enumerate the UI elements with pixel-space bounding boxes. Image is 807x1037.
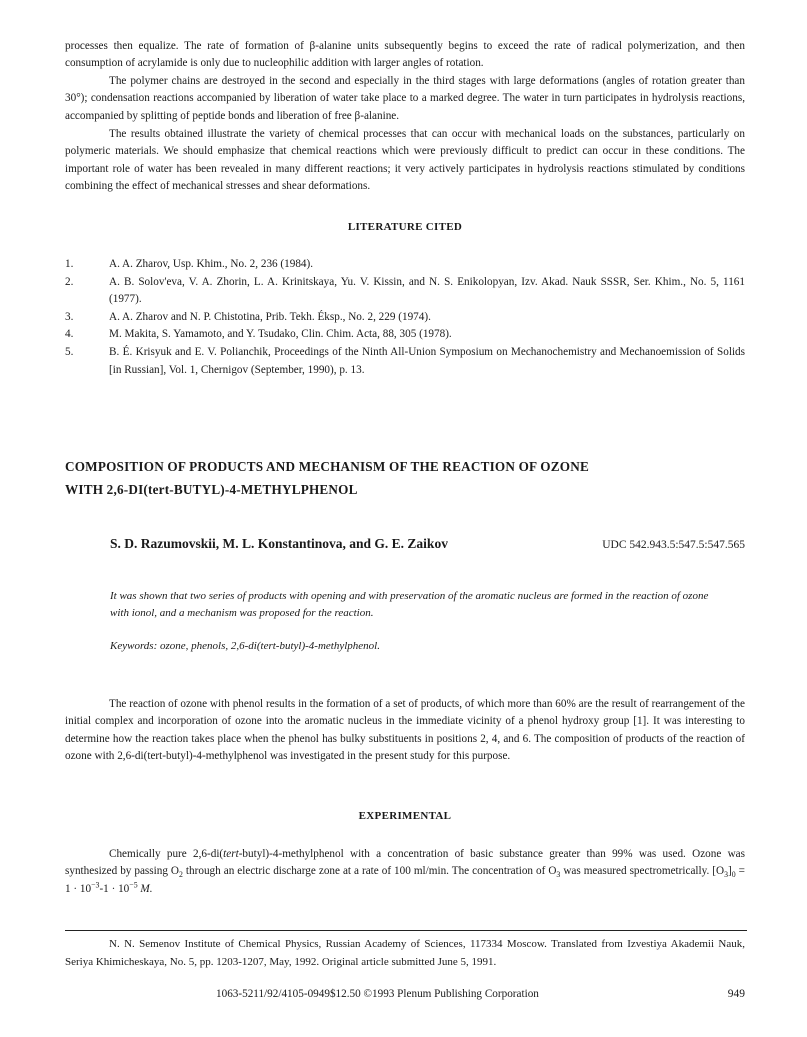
literature-cited-heading: LITERATURE CITED [347, 221, 463, 233]
article-authors: S. D. Razumovskii, M. L. Konstantinova, and G. E. Zaikov [110, 536, 448, 551]
reference-text: B. É. Krisyuk and E. V. Polianchik, Proceedings of the Ninth All-Union Symposium on Mechanochemistry and Mechanoemission of Solids [in Russian], Vol. 1, Chernigov (September, 1990), p. 13. [109, 345, 745, 376]
article-title: COMPOSITION OF PRODUCTS AND MECHANISM OF THE REACTION OF OZONE WITH 2,6-DI(tert-BUTYL)-4-METHYLPHENOL [65, 459, 589, 497]
experimental-text: was measured spectrometrically. [O [560, 865, 725, 878]
experimental-text: = 1 · 10 [65, 865, 745, 895]
reference-number: 3. [65, 310, 74, 323]
subscript: 3 [556, 870, 561, 880]
experimental-paragraph [65, 846, 745, 898]
reference-number: 4. [65, 328, 74, 341]
copyright-line: 1063-5211/92/4105-0949$12.50 ©1993 Plenum Publishing Corporation [216, 988, 539, 1000]
experimental-text: Chemically pure 2,6-di( [109, 848, 224, 860]
prev-article-paragraph-3: The results obtained illustrate the variety of chemical processes that can occur with mechanical loads on the substances, particularly on polymeric materials. We should emphasize that chemical reactions which were previously difficult to predict can occur in these conditions. The important role of water has been revealed in many different reactions; it very actively participates in hydrolysis reactions stimulated by conditions combining the effect of mechanical stresses and shear deformations. [65, 128, 745, 193]
reference-text: M. Makita, S. Yamamoto, and Y. Tsudako, Clin. Chim. Acta, 88, 305 (1978). [109, 328, 452, 341]
reference-item [65, 309, 745, 327]
superscript: −3 [91, 880, 100, 890]
prev-article-paragraph-1: processes then equalize. The rate of formation of β-alanine units subsequently begins to exceed the rate of radical polymerization, and then consumption of acrylamide is only due to nucleophilic addition with larger angles of rotation. [65, 40, 745, 70]
page-number: 949 [727, 988, 745, 1000]
reference-text: A. B. Solov'eva, V. A. Zhorin, L. A. Krinitskaya, Yu. V. Kissin, and N. S. Enikolopyan, Izv. Akad. Nauk SSSR, Ser. Khim., No. 5, 1161 (1977). [109, 275, 745, 306]
footnote: N. N. Semenov Institute of Chemical Physics, Russian Academy of Sciences, 117334 Moscow. Translated from Izvestiya Akademii Nauk, Seriya Khimicheskaya, No. 5, pp. 1203-1207, May, 1992. Original article submitted June 5, 1991. [65, 938, 745, 968]
reference-item [65, 326, 745, 344]
prev-article-paragraph-2: The polymer chains are destroyed in the second and especially in the third stages with large deformations (angles of rotation greater than 30°); condensation reactions accompanied by liberation of water take place to a marked degree. The water in turn participates in hydrolysis reactions, accompanied by splitting of peptide bonds and liberation of free β-alanine. [65, 75, 745, 122]
intro-paragraph: The reaction of ozone with phenol results in the formation of a set of products, of which more than 60% are the result of rearrangement of the initial complex and incorporation of ozone into the aromatic nucleus in the immediate vicinity of a phenol hydroxy group [1]. It was interesting to determine how the reaction takes place when the phenol has bulky substituents in positions 2, 4, and 6. The composition of products of the reaction of ozone with 2,6-di(tert-butyl)-4-methylphenol was investigated in the present study for this purpose. [65, 698, 745, 763]
subscript: 3 [724, 870, 729, 880]
keywords-line [110, 640, 710, 652]
reference-item [65, 256, 745, 274]
reference-number: 5. [65, 345, 74, 358]
keywords-text: ozone, phenols, 2,6-di(tert-butyl)-4-methylphenol. [160, 640, 380, 652]
reference-item [65, 274, 745, 309]
experimental-text: through an electric discharge zone at a rate of 100 ml/min. The concentration of O [182, 865, 557, 878]
udc-code: UDC 542.943.5:547.5:547.565 [602, 539, 745, 551]
subscript: 0 [731, 870, 736, 880]
reference-text: A. A. Zharov, Usp. Khim., No. 2, 236 (1984). [109, 258, 314, 270]
keywords-label: Keywords: [110, 640, 158, 652]
reference-list [65, 256, 745, 379]
reference-number: 2. [65, 275, 74, 288]
experimental-heading: EXPERIMENTAL [358, 810, 452, 822]
article-abstract: It was shown that two series of products with opening and with preservation of the aromatic nucleus are formed in the reaction of ozone with ionol, and a mechanism was proposed for the reaction. [110, 590, 709, 620]
reference-number: 1. [65, 258, 74, 270]
experimental-text: -butyl)-4-methylphenol with a concentration of basic substance greater than 99% was used. Ozone was synthesized by passing O [65, 848, 745, 878]
footnote-divider [65, 930, 747, 931]
experimental-text: tert [223, 848, 239, 860]
subscript: 2 [179, 870, 183, 880]
experimental-text: M. [137, 882, 153, 895]
experimental-text: ] [728, 865, 732, 878]
reference-item [65, 344, 745, 379]
experimental-text: -1 · 10 [99, 882, 130, 895]
reference-text: A. A. Zharov and N. P. Chistotina, Prib. Tekh. Éksp., No. 2, 229 (1974). [109, 310, 431, 323]
superscript: −5 [129, 880, 138, 890]
